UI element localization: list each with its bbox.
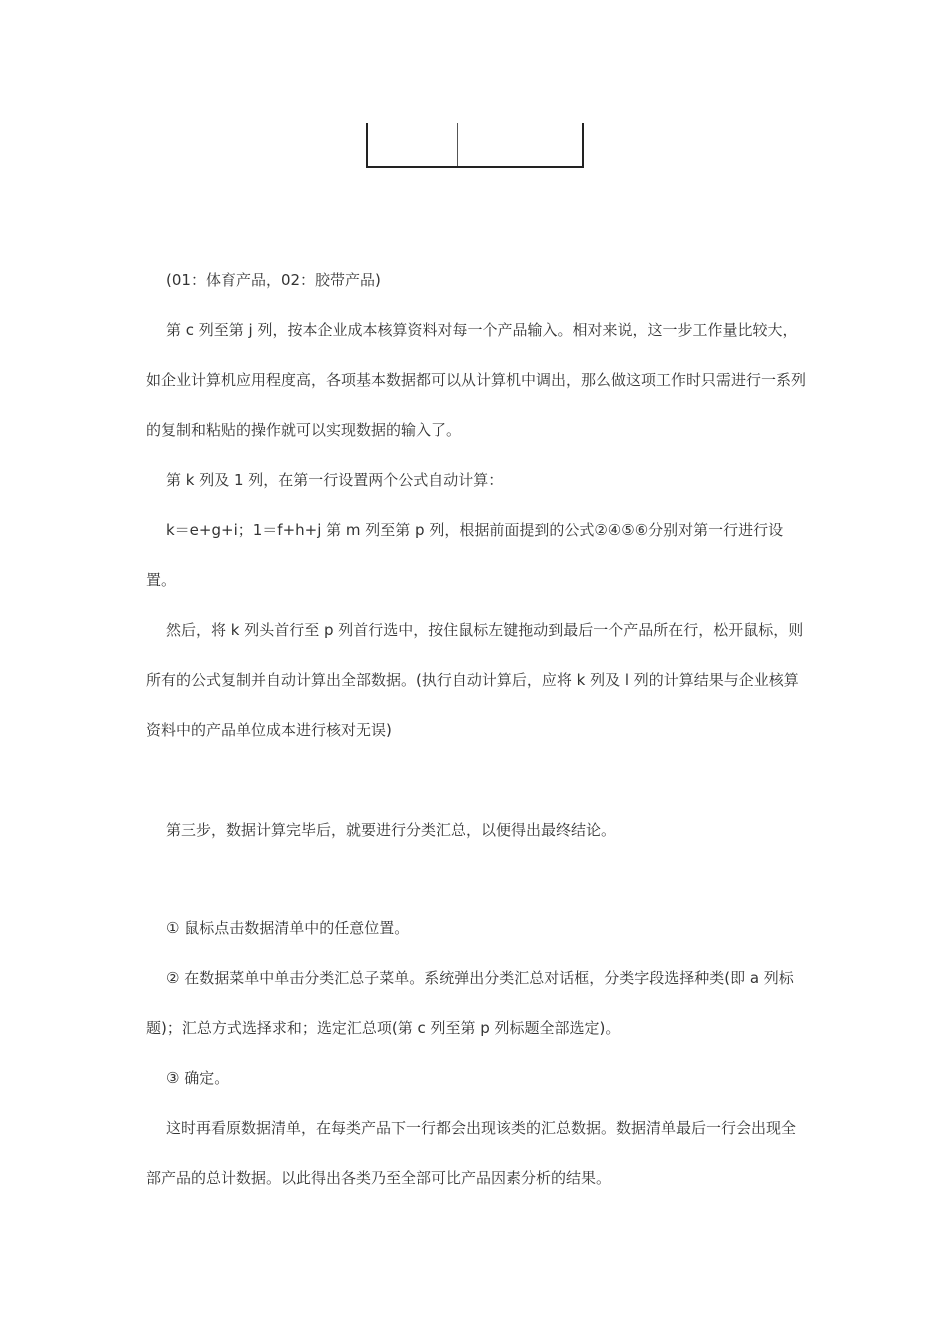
paragraph-step-3: ③ 确定。 bbox=[166, 1069, 230, 1087]
paragraph-result: 这时再看原数据清单，在每类产品下一行都会出现该类的汇总数据。数据清单最后一行会出现全部产品的总计数据。以此得出各类乃至全部可比产品因素分析的结果。 bbox=[146, 1119, 797, 1187]
paragraph-formula-setup: k＝e+g+i；1＝f+h+j 第 m 列至第 p 列，根据前面提到的公式②④⑤⑥分别对第一行进行设置。 bbox=[146, 521, 784, 589]
paragraph-columns-k-and-1: 第 k 列及 1 列，在第一行设置两个公式自动计算： bbox=[166, 471, 504, 489]
paragraph-step-2: ② 在数据菜单中单击分类汇总子菜单。系统弹出分类汇总对话框，分类字段选择种类(即 a 列标题)；汇总方式选择求和；选定汇总项(第 c 列至第 p 列标题全部选定)。 bbox=[146, 969, 794, 1037]
paragraph-step-1: ① 鼠标点击数据清单中的任意位置。 bbox=[166, 919, 410, 937]
paragraph-step-three: 第三步，数据计算完毕后，就要进行分类汇总，以便得出最终结论。 bbox=[166, 821, 617, 839]
table-column-divider bbox=[457, 123, 458, 166]
paragraph-drag-copy: 然后，将 k 列头首行至 p 列首行选中，按住鼠标左键拖动到最后一个产品所在行，松开鼠标，则所有的公式复制并自动计算出全部数据。(执行自动计算后，应将 k 列及 l 列的计算结果与企业核算资料中的产品单位成本进行核对无误) bbox=[146, 621, 804, 739]
paragraph-product-codes: (01：体育产品，02：胶带产品) bbox=[166, 271, 381, 289]
paragraph-columns-c-to-j: 第 c 列至第 j 列，按本企业成本核算资料对每一个产品输入。相对来说，这一步工作量比较大，如企业计算机应用程度高，各项基本数据都可以从计算机中调出，那么做这项工作时只需进行一系列的复制和粘贴的操作就可以实现数据的输入了。 bbox=[146, 321, 807, 439]
table-fragment bbox=[366, 123, 584, 168]
